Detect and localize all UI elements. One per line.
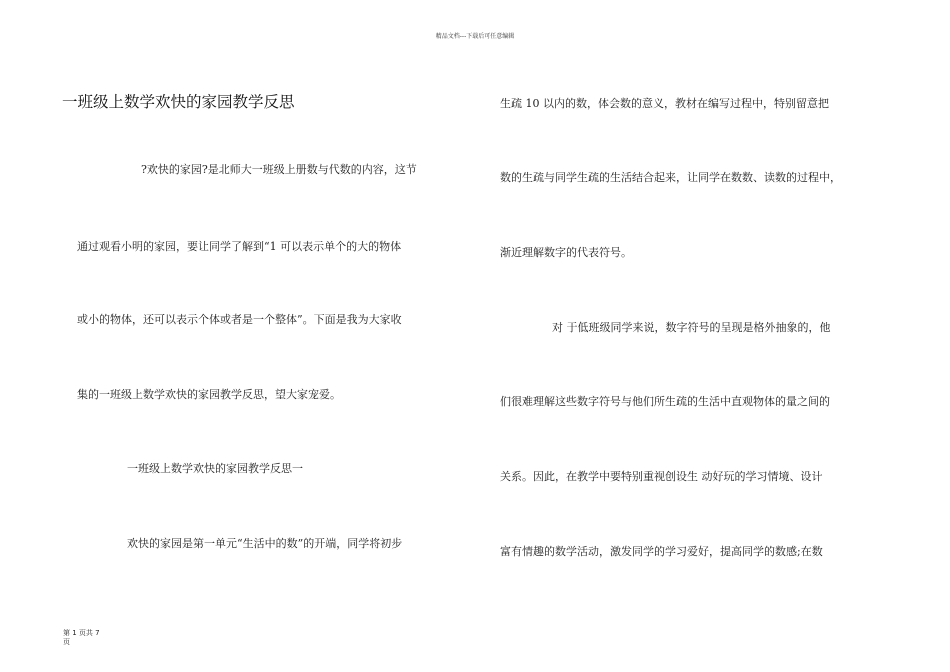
left-paragraph-line: ?欢快的家园?是北师大一班级上册数与代数的内容，这节: [141, 163, 417, 176]
right-paragraph-line: 们很难理解这些数字符号与他们所生疏的生活中直观物体的量之间的: [500, 395, 830, 408]
document-title: 一班级上数学欢快的家园教学反思: [62, 93, 295, 111]
right-paragraph-line: 数的生疏与同学生疏的生活结合起来，让同学在数数、读数的过程中，: [500, 171, 841, 184]
left-paragraph-line: 或小的物体，还可以表示个体或者是一个整体”。下面是我为大家收: [77, 313, 402, 326]
left-paragraph-line: 欢快的家园是第一单元“生活中的数”的开端，同学将初步: [127, 537, 403, 550]
right-paragraph-line: 对 于低班级同学来说，数字符号的呈现是格外抽象的，他: [552, 321, 831, 334]
right-paragraph-line: 渐近理解数字的代表符号。: [500, 246, 632, 259]
section-heading: 一班级上数学欢快的家园教学反思一: [127, 462, 303, 475]
left-paragraph-line: 通过观看小明的家园，要让同学了解到“1 可以表示单个的大的物体: [77, 240, 402, 253]
right-paragraph-line: 关系。因此，在教学中要特别重视创设生 动好玩的学习情境、设计: [500, 470, 823, 483]
page-number: 第 1 页共 7: [63, 629, 100, 637]
page-number-suffix: 页: [63, 638, 70, 646]
right-paragraph-line: 富有情趣的数学活动，激发同学的学习爱好，提高同学的数感;在数: [500, 545, 823, 558]
page-header: 精品文档---下载后可任意编辑: [435, 33, 515, 40]
right-paragraph-line: 生疏 10 以内的数，体会数的意义，教材在编写过程中，特别留意把: [500, 97, 829, 110]
left-paragraph-line: 集的一班级上数学欢快的家园教学反思，望大家宠爱。: [77, 388, 341, 401]
